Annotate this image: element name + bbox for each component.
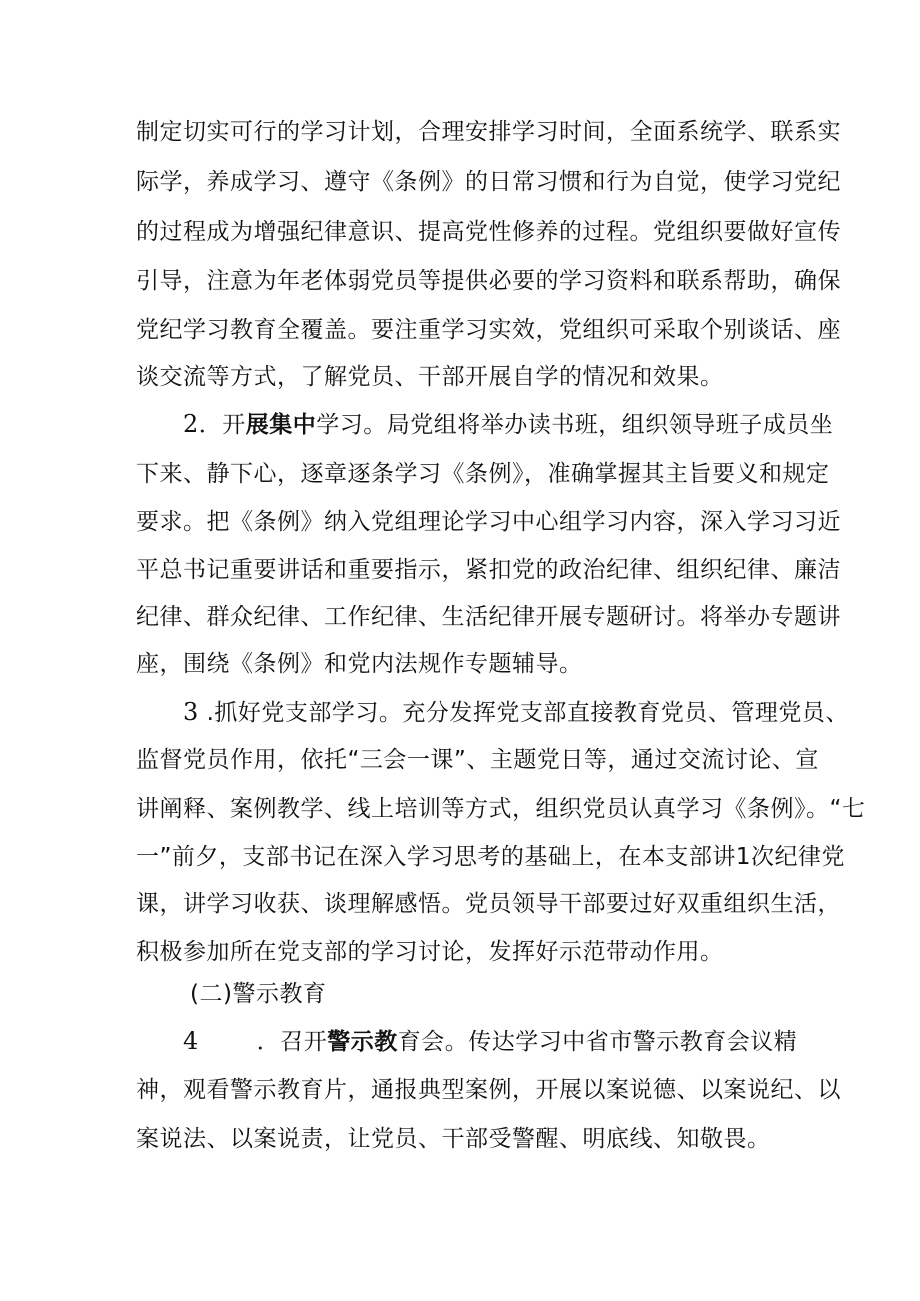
item-text: 育会。传达学习中省市警示教育会议精 [397, 1029, 798, 1055]
text-line: 下来、静下心，逐章逐条学习《条例》，准确掌握其主旨要义和规定 [136, 461, 830, 487]
item-separator: ．开 [198, 412, 246, 438]
text-line: 际学，养成学习、遵守《条例》的日常习惯和行为自觉，使学习党纪 [136, 169, 841, 195]
list-item-4 [183, 1026, 797, 1057]
text-line: 要求。把《条例》纳入党组理论学习中心组学习内容，深入学习习近 [136, 509, 841, 535]
item-emphasis: 警示教 [327, 1029, 398, 1055]
text-line: 课，讲学习收获、谈理解感悟。党员领导干部要过好双重组织生活， [136, 891, 841, 917]
text-line: 神，观看警示教育片，通报典型案例，开展以案说德、以案说纪、以 [136, 1077, 841, 1103]
item-number: 3 [183, 698, 199, 726]
text-line: 积极参加所在党支部的学习讨论，发挥好示范带动作用。 [136, 939, 724, 965]
list-item-3 [183, 697, 849, 728]
text-line: 平总书记重要讲话和重要指示，紧扣党的政治纪律、组织纪律、廉洁 [136, 557, 841, 583]
list-item-2 [183, 409, 833, 440]
text-line: 监督党员作用，依托“三会一课”、主题党日等，通过交流讨论、宣 [136, 747, 819, 773]
item-number: 4 [183, 1027, 199, 1055]
text-line: 制定切实可行的学习计划，合理安排学习时间，全面系统学、联系实 [136, 119, 841, 145]
text-line: 座，围绕《条例》和党内法规作专题辅导。 [136, 651, 583, 677]
text-line: 纪律、群众纪律、工作纪律、生活纪律开展专题研讨。将举办专题讲 [136, 604, 841, 630]
text-line: 一”前夕，支部书记在深入学习思考的基础上，在本支部讲1次纪律党 [136, 844, 846, 870]
text-line: 的过程成为增强纪律意识、提高党性修养的过程。党组织要做好宣传 [136, 219, 841, 245]
text-line: 引导，注意为年老体弱党员等提供必要的学习资料和联系帮助，确保 [136, 268, 841, 294]
item-text: .抓好党支部学习。充分发挥党支部直接教育党员、管理党员、 [198, 700, 849, 726]
text-line: 讲阐释、案例教学、线上培训等方式，组织党员认真学习《条例》。“七 [136, 796, 866, 822]
item-emphasis: 展集中 [245, 412, 317, 438]
text-line: 案说法、以案说责，让党员、干部受警醒、明底线、知敬畏。 [136, 1126, 771, 1152]
text-line: 党纪学习教育全覆盖。要注重学习实效，党组织可采取个别谈话、座 [136, 317, 841, 343]
item-separator: ．召开 [256, 1029, 328, 1055]
text-line: 谈交流等方式，了解党员、干部开展自学的情况和效果。 [136, 364, 724, 390]
section-heading: (二)警示教育 [190, 981, 327, 1007]
item-text: 学习。局党组将举办读书班，组织领导班子成员坐 [316, 412, 834, 438]
item-number: 2 [183, 410, 199, 438]
